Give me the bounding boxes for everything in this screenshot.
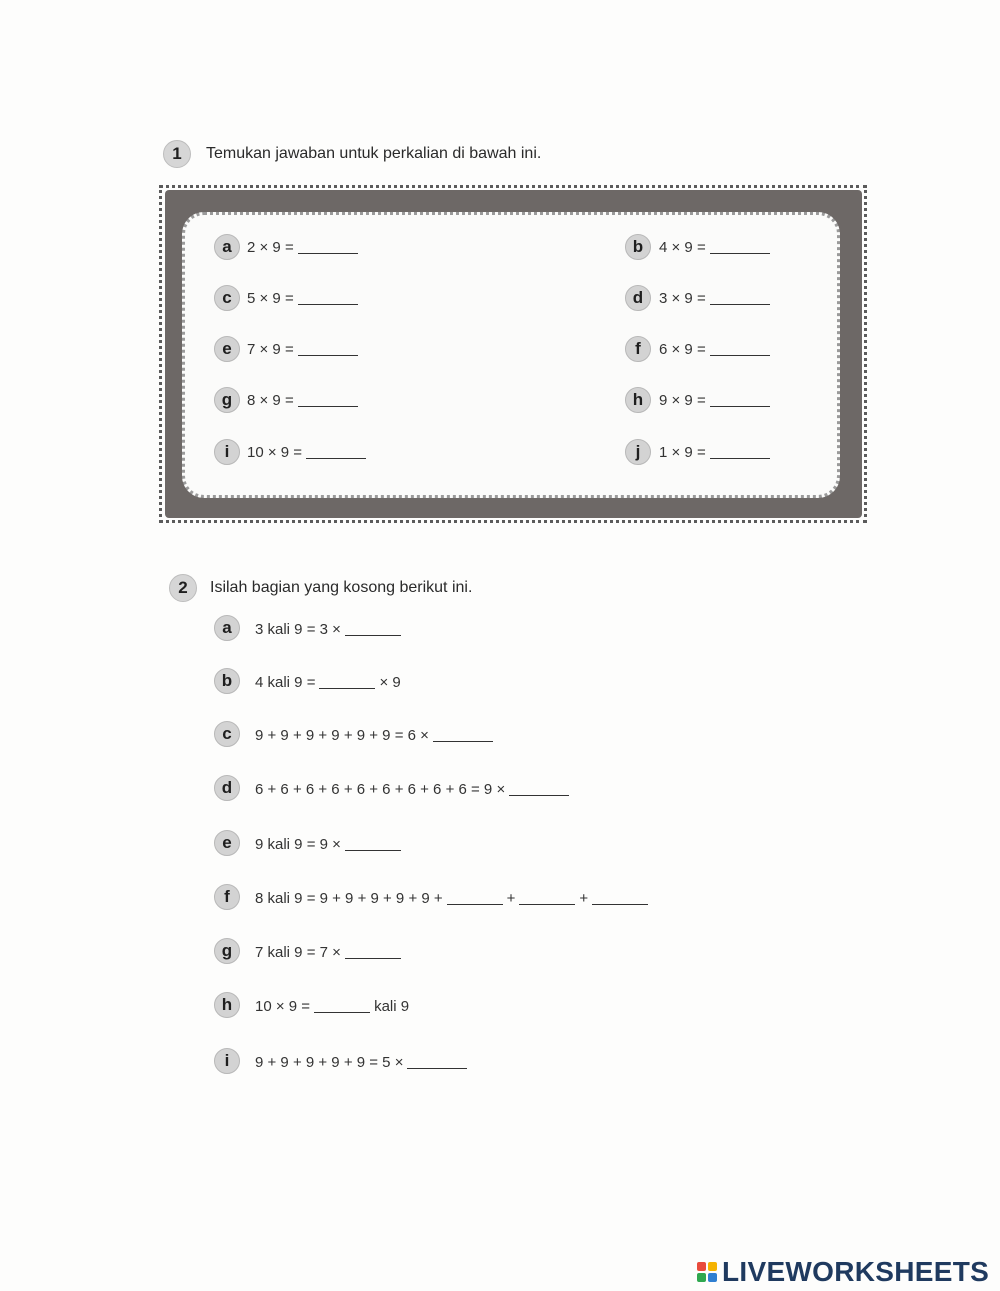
item-expression: 9 × 9 = bbox=[659, 392, 774, 409]
item-expression: 4 × 9 = bbox=[659, 239, 774, 256]
item-letter: b bbox=[214, 668, 240, 694]
logo-square-red bbox=[697, 1262, 706, 1271]
item-expression: 8 kali 9 = 9 + 9 + 9 + 9 + 9 + + + bbox=[255, 890, 652, 907]
item-letter: h bbox=[625, 387, 651, 413]
answer-blank[interactable] bbox=[298, 354, 358, 356]
item-expression: 7 × 9 = bbox=[247, 341, 362, 358]
item-letter: e bbox=[214, 830, 240, 856]
item-expression: 7 kali 9 = 7 × bbox=[255, 944, 405, 961]
item-expression: 10 × 9 = bbox=[247, 444, 370, 461]
item-letter: d bbox=[214, 775, 240, 801]
item-expression: 6 + 6 + 6 + 6 + 6 + 6 + 6 + 6 + 6 = 9 × bbox=[255, 781, 573, 798]
section1-instruction: Temukan jawaban untuk perkalian di bawah ini. bbox=[206, 145, 542, 162]
item-letter: f bbox=[214, 884, 240, 910]
item-expression: 10 × 9 = kali 9 bbox=[255, 998, 410, 1015]
item-letter: i bbox=[214, 1048, 240, 1074]
answer-blank[interactable] bbox=[306, 457, 366, 459]
liveworksheets-logo-icon bbox=[697, 1262, 717, 1282]
item-expression: 3 kali 9 = 3 × bbox=[255, 621, 405, 638]
answer-blank[interactable] bbox=[592, 903, 648, 905]
item-letter: b bbox=[625, 234, 651, 260]
answer-blank[interactable] bbox=[298, 405, 358, 407]
answer-blank[interactable] bbox=[345, 849, 401, 851]
item-letter: a bbox=[214, 615, 240, 641]
item-expression: 1 × 9 = bbox=[659, 444, 774, 461]
item-letter: e bbox=[214, 336, 240, 362]
answer-blank[interactable] bbox=[710, 252, 770, 254]
item-expression: 5 × 9 = bbox=[247, 290, 362, 307]
item-letter: c bbox=[214, 285, 240, 311]
section2-instruction: Isilah bagian yang kosong berikut ini. bbox=[210, 579, 473, 596]
item-expression: 8 × 9 = bbox=[247, 392, 362, 409]
item-letter: g bbox=[214, 938, 240, 964]
answer-blank[interactable] bbox=[710, 405, 770, 407]
logo-square-blue bbox=[708, 1273, 717, 1282]
answer-blank[interactable] bbox=[433, 740, 493, 742]
logo-text: LIVEWORKSHEETS bbox=[722, 1256, 990, 1287]
item-expression: 6 × 9 = bbox=[659, 341, 774, 358]
answer-blank[interactable] bbox=[407, 1067, 467, 1069]
item-expression: 9 kali 9 = 9 × bbox=[255, 836, 405, 853]
answer-blank[interactable] bbox=[319, 687, 375, 689]
liveworksheets-logo[interactable] bbox=[697, 1258, 989, 1286]
logo-square-green bbox=[697, 1273, 706, 1282]
answer-blank[interactable] bbox=[710, 354, 770, 356]
answer-blank[interactable] bbox=[298, 252, 358, 254]
answer-blank[interactable] bbox=[509, 794, 569, 796]
answer-blank[interactable] bbox=[345, 634, 401, 636]
answer-blank[interactable] bbox=[519, 903, 575, 905]
item-letter: h bbox=[214, 992, 240, 1018]
item-letter: c bbox=[214, 721, 240, 747]
item-letter: i bbox=[214, 439, 240, 465]
logo-square-yellow bbox=[708, 1262, 717, 1271]
item-expression: 9 + 9 + 9 + 9 + 9 = 5 × bbox=[255, 1054, 471, 1071]
item-expression: 2 × 9 = bbox=[247, 239, 362, 256]
item-expression: 9 + 9 + 9 + 9 + 9 + 9 = 6 × bbox=[255, 727, 497, 744]
answer-blank[interactable] bbox=[710, 457, 770, 459]
item-letter: j bbox=[625, 439, 651, 465]
answer-blank[interactable] bbox=[345, 957, 401, 959]
answer-blank[interactable] bbox=[298, 303, 358, 305]
answer-blank[interactable] bbox=[710, 303, 770, 305]
item-expression: 4 kali 9 = × 9 bbox=[255, 674, 401, 691]
question-number-2: 2 bbox=[169, 574, 197, 602]
item-letter: a bbox=[214, 234, 240, 260]
answer-blank[interactable] bbox=[447, 903, 503, 905]
question-number-1: 1 bbox=[163, 140, 191, 168]
answer-blank[interactable] bbox=[314, 1011, 370, 1013]
item-expression: 3 × 9 = bbox=[659, 290, 774, 307]
item-letter: d bbox=[625, 285, 651, 311]
item-letter: g bbox=[214, 387, 240, 413]
item-letter: f bbox=[625, 336, 651, 362]
